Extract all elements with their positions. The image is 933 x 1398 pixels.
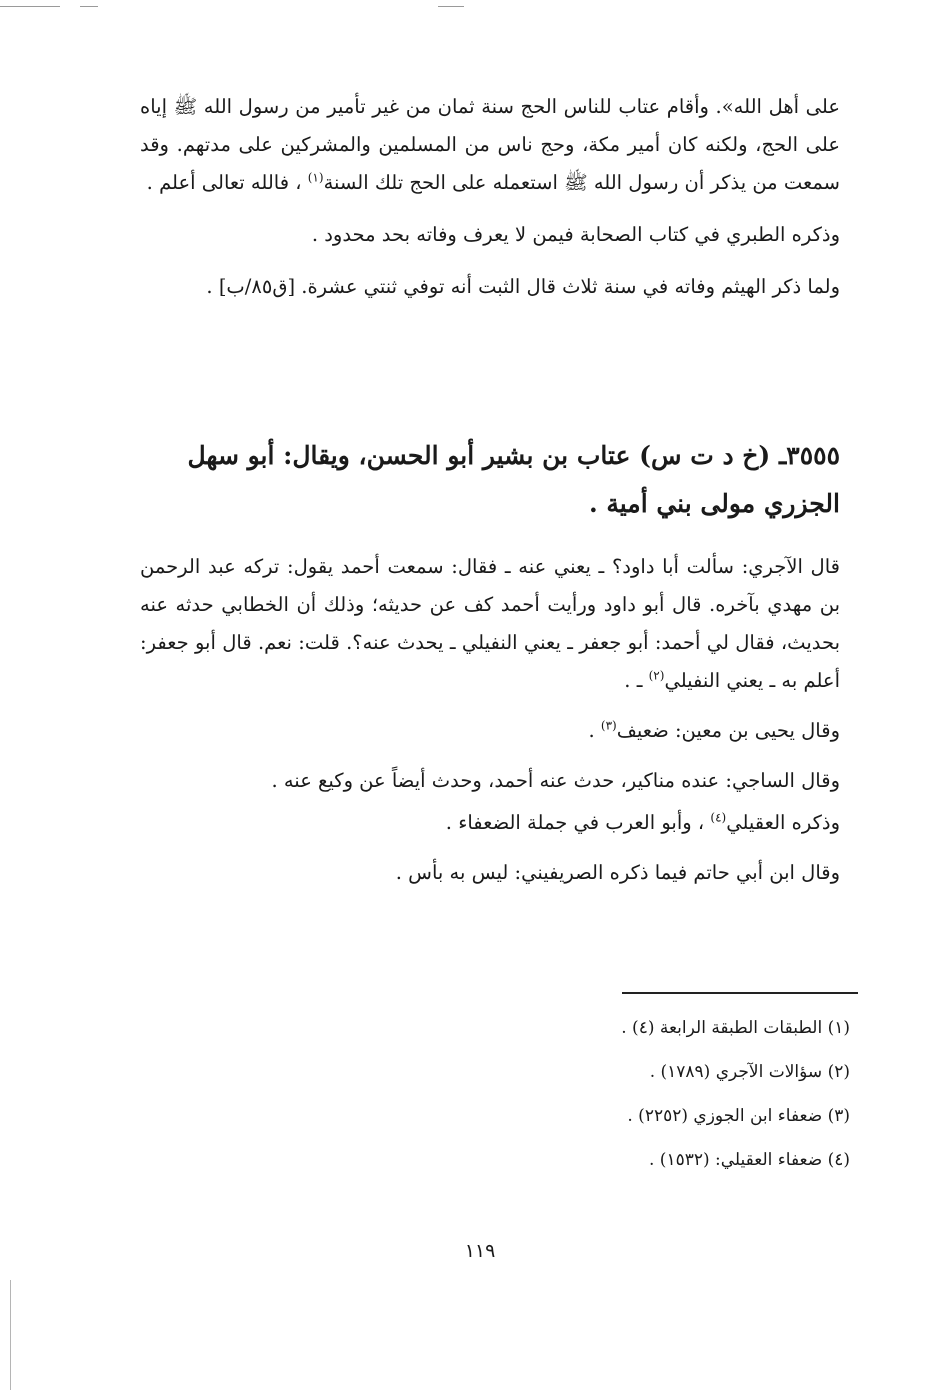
- footnote-4: (٤) ضعفاء العقيلي: (١٥٣٢) .: [648, 1150, 850, 1170]
- scan-mark-left-short: [80, 6, 98, 7]
- scan-mark-center: [438, 6, 464, 7]
- footnote-ref-3[interactable]: (٣): [600, 718, 617, 733]
- paragraph-6: وقال الساجي: عنده مناكير، حدث عنه أحمد، وحدث أيضاً عن وكيع عنه .: [271, 769, 840, 792]
- paragraph-7: [140, 804, 840, 842]
- footnotes: [400, 1006, 850, 1182]
- paragraph-8: وقال ابن أبي حاتم فيما ذكره الصريفيني: ليس به بأس .: [395, 861, 840, 884]
- paragraph-5-end: .: [588, 719, 601, 742]
- paragraph-3: ولما ذكر الهيثم وفاته في سنة ثلاث قال الثبت أنه توفي ثنتي عشرة. [ق٨٥/ب] .: [206, 275, 840, 298]
- paragraph-4: [140, 548, 840, 700]
- footnote-2: (٢) سؤالات الآجري (١٧٨٩) .: [649, 1062, 850, 1082]
- paragraph-7-text: وذكره العقيلي: [726, 811, 840, 834]
- footnote-1: (١) الطبقات الطبقة الرابعة (٤) .: [621, 1018, 850, 1038]
- paragraph-1-text: على أهل الله». وأقام عتاب للناس الحج سنة ثمان من غير تأمير من رسول الله ﷺ إياه على الحج، ولكنه كان أمير مكة، وحج ناس من المسلمين والمشركين على مدتهم. وقد سمعت من يذكر أن رسول الله ﷺ استعمله على الحج تلك السنة: [140, 95, 840, 194]
- entry-heading: ٣٥٥٥ـ (خ د ت س) عتاب بن بشير أبو الحسن، ويقال: أبو سهل الجزري مولى بني أمية .: [187, 441, 840, 518]
- footnote-ref-1[interactable]: (١): [307, 170, 324, 185]
- footnote-ref-4[interactable]: (٤): [710, 810, 727, 825]
- paragraph-4-end: ـ .: [624, 669, 649, 692]
- page-edge: [10, 1280, 11, 1390]
- paragraph-1: [140, 88, 840, 202]
- footnote-ref-2[interactable]: (٢): [648, 668, 665, 683]
- page-number: ١١٩: [464, 1240, 496, 1262]
- paragraph-5-text: وقال يحيى بن معين: ضعيف: [616, 719, 840, 742]
- paragraph-4-text: قال الآجري: سألت أبا داود؟ ـ يعني عنه ـ فقال: سمعت أحمد يقول: تركه عبد الرحمن بن مهدي بآخره. قال أبو داود ورأيت أحمد كف عن حديثه؛ وذلك أن الخطابي حدثه عنه بحديث، فقال لي أحمد: أبو جعفر ـ يعني النفيلي ـ يحدث عنه؟. قلت: نعم. قال أبو جعفر: أعلم به ـ يعني النفيلي: [140, 555, 840, 692]
- footnote-3: (٣) ضعفاء ابن الجوزي (٢٢٥٢) .: [627, 1106, 850, 1126]
- paragraph-2: وذكره الطبري في كتاب الصحابة فيمن لا يعرف وفاته بحد محدود .: [311, 223, 840, 246]
- footnote-divider: [622, 992, 858, 994]
- paragraph-7-end: ، وأبو العرب في جملة الضعفاء .: [445, 811, 711, 834]
- paragraph-1-end: ، فالله تعالى أعلم .: [146, 171, 308, 194]
- paragraph-5: [140, 712, 840, 750]
- scan-mark-left: [0, 6, 60, 7]
- top-paragraphs: [140, 88, 840, 306]
- entry-body: [140, 548, 840, 892]
